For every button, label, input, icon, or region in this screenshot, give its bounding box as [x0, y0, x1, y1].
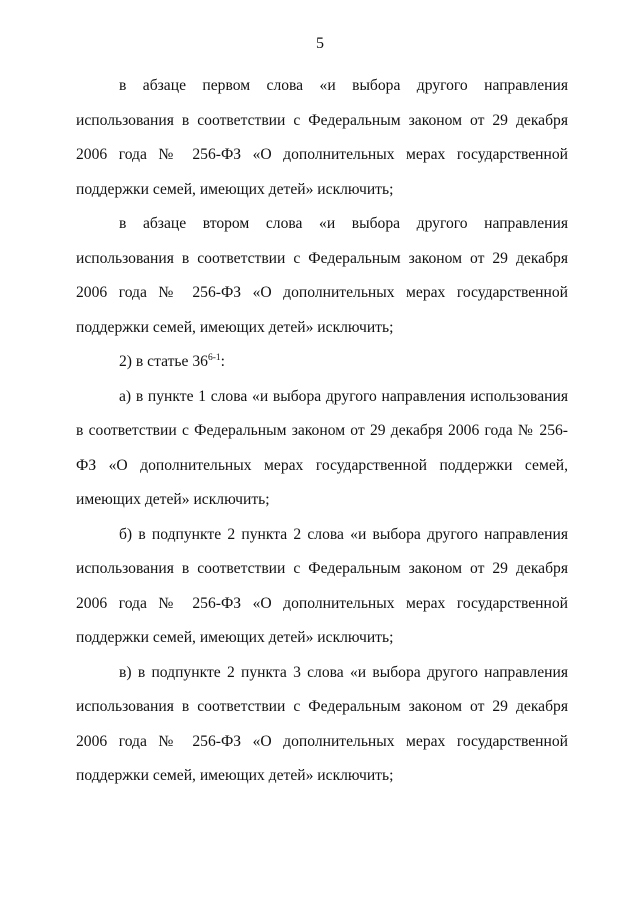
paragraph-second-abzac: в абзаце втором слова «и выбора другого направления использования в соответствии с Федеральным законом от 29 декабря 2006 года № 256-ФЗ «О дополнительных мерах государственной поддержки семей, имеющих детей» исключить;	[76, 215, 568, 336]
item-2-suffix: :	[220, 353, 225, 370]
subitem-b: б) в подпункте 2 пункта 2 слова «и выбора другого направления использования в соответствии с Федеральным законом от 29 декабря 2006 года № 256-ФЗ «О дополнительных мерах государственной поддержки семей, имеющих детей» исключить;	[76, 525, 568, 646]
subitem-v: в) в подпункте 2 пункта 3 слова «и выбора другого направления использования в соответствии с Федеральным законом от 29 декабря 2006 года № 256-ФЗ «О дополнительных мерах государственной поддержки семей, имеющих детей» исключить;	[76, 663, 568, 784]
item-2-heading	[76, 345, 568, 380]
document-body	[76, 69, 568, 794]
item-2-superscript: 6-1	[207, 353, 221, 363]
page-number: 5	[316, 35, 324, 52]
item-2-prefix: 2) в статье 36	[119, 353, 208, 370]
paragraph-first-abzac: в абзаце первом слова «и выбора другого направления использования в соответствии с Федеральным законом от 29 декабря 2006 года № 256-ФЗ «О дополнительных мерах государственной поддержки семей, имеющих детей» исключить;	[76, 77, 568, 198]
subitem-a: а) в пункте 1 слова «и выбора другого направления использования в соответствии с Федеральным законом от 29 декабря 2006 года № 256-ФЗ «О дополнительных мерах государственной поддержки семей, имеющих детей» исключить;	[76, 387, 568, 508]
